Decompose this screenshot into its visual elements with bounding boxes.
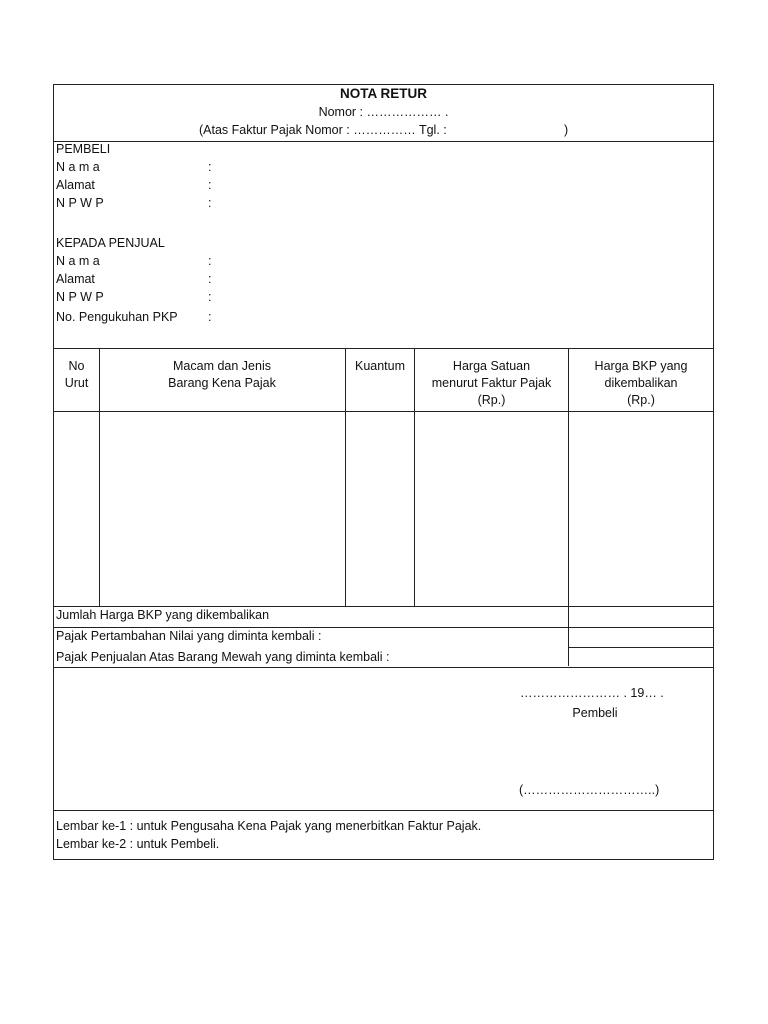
pembeli-nama-label: N a m a <box>56 160 100 174</box>
penjual-npwp-sep: : <box>208 290 212 304</box>
form-title: NOTA RETUR <box>340 86 427 101</box>
col-macam-jenis-line1: Macam dan Jenis <box>173 359 271 373</box>
col-harga-bkp <box>569 358 713 409</box>
ppn-label: Pajak Pertambahan Nilai yang diminta kembali : <box>56 629 322 643</box>
col-harga-satuan-line2: menurut Faktur Pajak <box>431 376 552 390</box>
atas-faktur-close: ) <box>564 123 569 137</box>
col-divider-2 <box>345 348 346 606</box>
col-harga-satuan-line3: (Rp.) <box>477 393 506 407</box>
col-harga-bkp-line3: (Rp.) <box>627 393 655 407</box>
atas-faktur-line: (Atas Faktur Pajak Nomor : …………… Tgl. : <box>199 123 447 137</box>
col-no-urut-line2: Urut <box>64 376 89 390</box>
penjual-alamat-sep: : <box>208 272 212 286</box>
penjual-alamat-label: Alamat <box>56 272 95 286</box>
jumlah-harga-label: Jumlah Harga BKP yang dikembalikan <box>56 608 270 622</box>
col-macam-jenis-line2: Barang Kena Pajak <box>168 376 276 390</box>
penjual-nama-label: N a m a <box>56 254 100 268</box>
col-harga-satuan-line1: Harga Satuan <box>452 359 531 373</box>
totals-bottom-border <box>54 667 713 668</box>
penjual-heading: KEPADA PENJUAL <box>56 236 165 250</box>
col-harga-satuan <box>415 358 568 409</box>
penjual-npwp-label: N P W P <box>56 290 104 304</box>
pembeli-alamat-sep: : <box>208 178 212 192</box>
col-harga-bkp-line1: Harga BKP yang <box>594 359 688 373</box>
lembar-2-note: Lembar ke-2 : untuk Pembeli. <box>56 837 220 851</box>
col-kuantum <box>346 358 414 375</box>
pembeli-alamat-label: Alamat <box>56 178 95 192</box>
col-kuantum-line1: Kuantum <box>354 359 406 373</box>
lembar-1-note: Lembar ke-1 : untuk Pengusaha Kena Pajak yang menerbitkan Faktur Pajak. <box>56 819 482 833</box>
col-harga-bkp-line2: dikembalikan <box>604 376 678 390</box>
col-macam-jenis <box>99 358 345 392</box>
pembeli-npwp-label: N P W P <box>56 196 104 210</box>
col-divider-3 <box>414 348 415 606</box>
signature-role: Pembeli <box>572 706 618 720</box>
pembeli-heading: PEMBELI <box>56 142 111 156</box>
signature-date: …………………… . 19… . <box>520 686 664 700</box>
header-divider <box>54 141 713 142</box>
col-no-urut <box>54 358 99 392</box>
col-divider-1 <box>99 348 100 606</box>
col-divider-4 <box>568 348 569 666</box>
footer-divider <box>54 810 713 811</box>
signature-name: (…………………………..) <box>519 783 660 797</box>
table-top-border <box>54 348 713 349</box>
penjual-pkp-label: No. Pengukuhan PKP <box>56 310 178 324</box>
penjual-pkp-sep: : <box>208 310 212 324</box>
pembeli-nama-sep: : <box>208 160 212 174</box>
table-header-divider <box>54 411 713 412</box>
totals-divider-2 <box>568 647 713 648</box>
pembeli-npwp-sep: : <box>208 196 212 210</box>
ppnbm-label: Pajak Penjualan Atas Barang Mewah yang diminta kembali : <box>56 650 390 664</box>
col-no-urut-line1: No <box>68 359 85 373</box>
nomor-line: Nomor : ……………… . <box>318 105 449 119</box>
nota-retur-form <box>53 84 714 860</box>
penjual-nama-sep: : <box>208 254 212 268</box>
